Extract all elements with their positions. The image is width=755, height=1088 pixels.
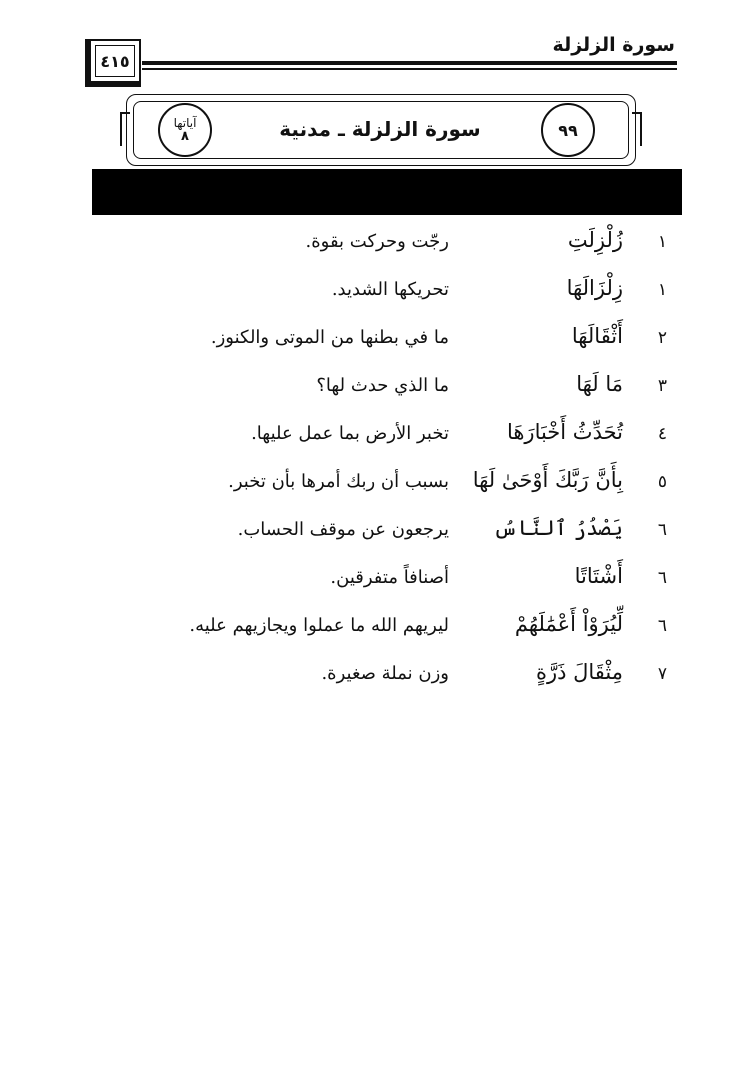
word-meaning: أصنافاً متفرقين. (330, 567, 449, 588)
word-meaning: تخبر الأرض بما عمل عليها. (251, 423, 449, 444)
word-meaning: يرجعون عن موقف الحساب. (237, 519, 449, 540)
list-item (0, 658, 755, 706)
verse-number: ١ (657, 280, 667, 300)
word-meaning: تحريكها الشديد. (331, 279, 449, 300)
header-rule-thick (142, 61, 677, 65)
page-number-box-shadow (89, 83, 141, 87)
word-meaning: وزن نملة صغيرة. (321, 663, 449, 684)
verse-number: ٥ (657, 472, 667, 492)
word-meaning: ما في بطنها من الموتى والكنوز. (210, 327, 449, 348)
quran-word: لِّيُرَوْاْ أَعْمَٰلَهُمْ (514, 612, 623, 636)
running-header: سورة الزلزلة (552, 34, 675, 56)
word-meaning: ليريهم الله ما عملوا ويجازيهم عليه. (189, 615, 449, 636)
list-item (0, 562, 755, 610)
verse-number: ٣ (657, 376, 667, 396)
list-item (0, 466, 755, 514)
list-item (0, 610, 755, 658)
quran-word: زِلْزَالَهَا (566, 276, 623, 300)
verse-number: ٦ (657, 616, 667, 636)
list-item (0, 370, 755, 418)
list-item (0, 322, 755, 370)
black-band (92, 169, 682, 215)
quran-word: زُلْزِلَتِ (567, 228, 623, 252)
ayat-count-badge (158, 103, 212, 157)
quran-word: بِأَنَّ رَبَّكَ أَوْحَىٰ لَهَا (472, 468, 623, 492)
verse-number: ٤ (657, 424, 667, 444)
quran-word: تُحَدِّثُ أَخْبَارَهَا (506, 420, 623, 444)
surah-title: سورة الزلزلة ـ مدنية (279, 117, 481, 141)
surah-number: ٩٩ (558, 120, 578, 140)
quran-word: يَصْدُرُ ٱلنَّاسُ (493, 516, 623, 540)
frame-ornament-left-vertical (120, 112, 122, 146)
quran-word: مِثْقَالَ ذَرَّةٍ (535, 660, 623, 684)
ayat-count: ٨ (181, 129, 189, 144)
list-item (0, 226, 755, 274)
quran-word: مَا لَهَا (576, 372, 623, 396)
verse-number: ٢ (657, 328, 667, 348)
surah-number-badge (541, 103, 595, 157)
list-item (0, 274, 755, 322)
word-meaning: ما الذي حدث لها؟ (316, 375, 449, 396)
list-item (0, 418, 755, 466)
verse-number: ٦ (657, 520, 667, 540)
word-meaning: بسبب أن ربك أمرها بأن تخبر. (228, 471, 449, 492)
verse-number: ٦ (657, 568, 667, 588)
word-meaning: رجّت وحركت بقوة. (305, 231, 449, 252)
quran-word: أَشْتَاتًا (574, 564, 623, 588)
header-rule-thin (142, 68, 677, 70)
verse-number: ٧ (657, 664, 667, 684)
ayat-label: آياتها (173, 116, 197, 130)
page-number-box (89, 39, 141, 83)
verse-number: ١ (657, 232, 667, 252)
quran-word: أَثْقَالَهَا (571, 324, 623, 348)
page-number: ٤١٥ (95, 45, 135, 77)
frame-ornament-right-vertical (640, 112, 642, 146)
list-item (0, 514, 755, 562)
